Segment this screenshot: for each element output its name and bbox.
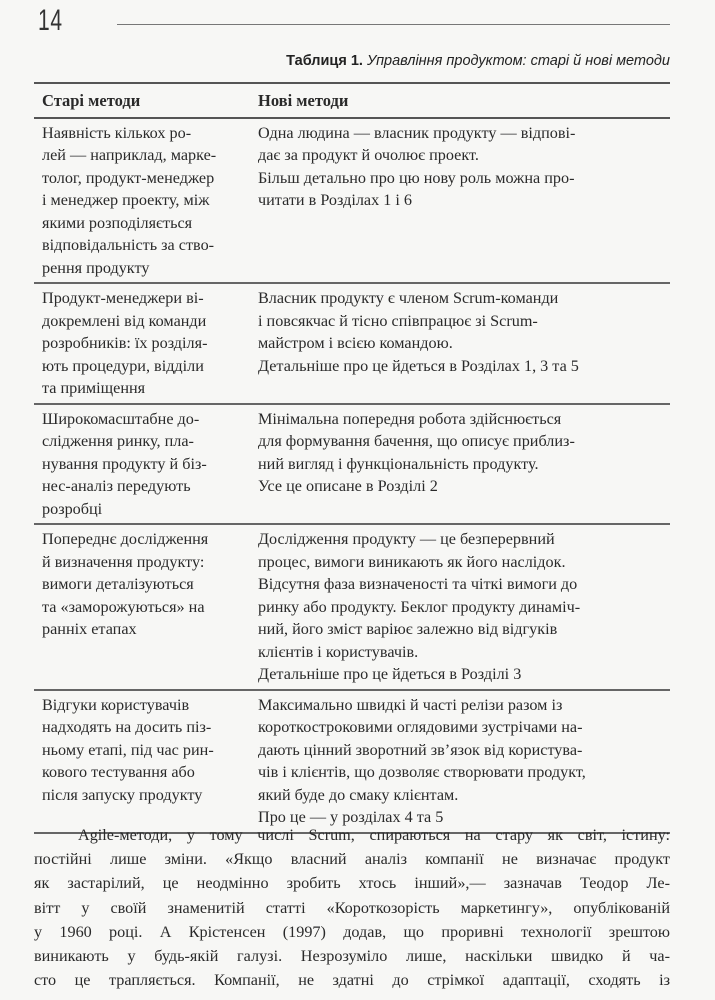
cell-text-line: Відсутня фаза визначеності та чіткі вимоги до — [258, 575, 578, 593]
paragraph-line: виникають у будь-якій галузі. Незрозуміло лише, наскільки швидко й ча- — [34, 947, 670, 966]
table-caption-title: Управління продуктом: старі й нові методи — [366, 53, 670, 69]
cell-text-line: Відгуки користувачів — [42, 695, 190, 714]
table-row — [34, 118, 670, 284]
cell-text-line: Власник продукту є членом Scrum-команди — [258, 289, 559, 307]
methods-table — [34, 82, 670, 834]
cell-text-line: для формування бачення, що описує приблиз- — [258, 432, 575, 450]
cell-text-line: Одна людина — власник продукту — відпові- — [258, 123, 576, 142]
cell-text-line: лей — наприклад, марке- — [42, 146, 217, 164]
new-method-cell — [250, 690, 670, 833]
cell-text-line: який буде до смаку клієнтам. — [258, 785, 459, 804]
old-method-cell — [34, 404, 250, 525]
paragraph-line: у 1960 році. А Крістенсен (1997) додав, що проривні технології зрештою — [34, 922, 670, 941]
cell-text-line: після запуску продукту — [42, 785, 203, 804]
table-header-row — [34, 83, 670, 118]
table-caption — [286, 53, 670, 69]
table-row — [34, 404, 670, 525]
cell-text-line: ньому етапі, під час рин- — [42, 740, 214, 759]
cell-text-line: Мінімальна попередня робота здійснюється — [258, 409, 562, 428]
cell-text-line: нес-аналіз передують — [42, 477, 191, 495]
header-rule — [117, 24, 670, 25]
cell-text-line: Дослідження продукту — це безперервний — [258, 530, 555, 548]
cell-text-line: слідження ринку, пла- — [42, 432, 194, 450]
cell-text-line: якими розподіляється — [42, 213, 193, 232]
cell-text-line: процес, вимоги виникають як його наслідок. — [258, 552, 566, 571]
cell-text-line: Детальніше про це йдеться в Розділі 3 — [258, 665, 522, 683]
cell-text-line: короткостроковими оглядовими зустрічами на- — [258, 718, 583, 736]
new-method-cell — [250, 524, 670, 690]
body-paragraph — [34, 823, 670, 992]
cell-text-line: Детальніше про це йдеться в Розділах 1, 3 та 5 — [258, 356, 579, 375]
paragraph-line: Agile-методи, у тому числі Scrum, спираються на стару як світ, істину: — [78, 826, 670, 844]
cell-text-line: Максимально швидкі й часті релізи разом із — [258, 695, 563, 714]
old-method-cell — [34, 118, 250, 284]
cell-text-line: Продукт-менеджери ві- — [42, 289, 204, 307]
table-row — [34, 283, 670, 404]
new-method-cell — [250, 283, 670, 404]
cell-text-line: розробників: їх розділя- — [42, 334, 208, 352]
cell-text-line: Широкомасштабне до- — [42, 409, 200, 428]
cell-text-line: толог, продукт-менеджер — [42, 168, 215, 187]
cell-text-line: ють процедури, відділи — [42, 356, 204, 375]
cell-text-line: Про це — у розділах 4 та 5 — [258, 808, 444, 826]
table-body — [34, 118, 670, 833]
paragraph-line: вітт у своїй знаменитій статті «Короткозорість маркетингу», опублікованій — [34, 898, 670, 917]
cell-text-line: вимоги деталізуються — [42, 575, 194, 593]
header-new-methods: Нові методи — [250, 83, 670, 118]
new-method-cell — [250, 404, 670, 525]
cell-text-line: нування продукту й біз- — [42, 454, 207, 473]
cell-text-line: та приміщення — [42, 379, 146, 397]
cell-text-line: клієнтів і користувачів. — [258, 642, 419, 661]
cell-text-line: ний, його зміст варіює залежно від відгуків — [258, 620, 558, 638]
cell-text-line: дає за продукт й очолює проект. — [258, 146, 479, 164]
table-row — [34, 690, 670, 833]
table-caption-label: Таблиця 1. — [286, 53, 363, 69]
cell-text-line: Усе це описане в Розділі 2 — [258, 477, 438, 495]
cell-text-line: й визначення продукту: — [42, 552, 205, 571]
cell-text-line: докремлені від команди — [42, 311, 207, 330]
cell-text-line: Більш детально про цю нову роль можна про- — [258, 168, 575, 187]
paragraph-line: сто це трапляється. Компанії, не здатні до стрімкої адаптації, сходять із — [34, 971, 670, 990]
cell-text-line: дають цінний зворотний зв’язок від користува- — [258, 740, 583, 759]
cell-text-line: Попереднє дослідження — [42, 530, 209, 548]
paragraph-line: постійні лише зміни. «Якщо власний аналіз компанії не визначає продукт — [34, 850, 670, 869]
table-row — [34, 524, 670, 690]
cell-text-line: ринку або продукту. Беклог продукту динаміч- — [258, 597, 581, 616]
old-method-cell — [34, 283, 250, 404]
cell-text-line: розробці — [42, 499, 103, 518]
cell-text-line: надходять на досить піз- — [42, 718, 212, 736]
header-old-methods: Старі методи — [34, 83, 250, 118]
cell-text-line: рення продукту — [42, 258, 150, 277]
cell-text-line: відповідальність за ство- — [42, 236, 215, 254]
cell-text-line: і менеджер проекту, між — [42, 191, 210, 209]
cell-text-line: ний вигляд і функціональність продукту. — [258, 454, 539, 473]
cell-text-line: кового тестування або — [42, 763, 195, 781]
cell-text-line: та «заморожуються» на — [42, 597, 205, 616]
new-method-cell — [250, 118, 670, 284]
old-method-cell — [34, 690, 250, 833]
cell-text-line: Наявність кількох ро- — [42, 123, 192, 142]
cell-text-line: ранніх етапах — [42, 620, 137, 638]
cell-text-line: читати в Розділах 1 і 6 — [258, 191, 413, 209]
old-method-cell — [34, 524, 250, 690]
page-number: 14 — [38, 4, 63, 37]
cell-text-line: і повсякчас й тісно співпрацює зі Scrum- — [258, 311, 538, 330]
paragraph-line: як застарілий, це неодмінно зробить хтось інший»,— зазначав Теодор Ле- — [34, 874, 670, 893]
cell-text-line: чів і клієнтів, що дозволяє створювати продукт, — [258, 763, 586, 781]
cell-text-line: майстром і всією командою. — [258, 334, 453, 352]
